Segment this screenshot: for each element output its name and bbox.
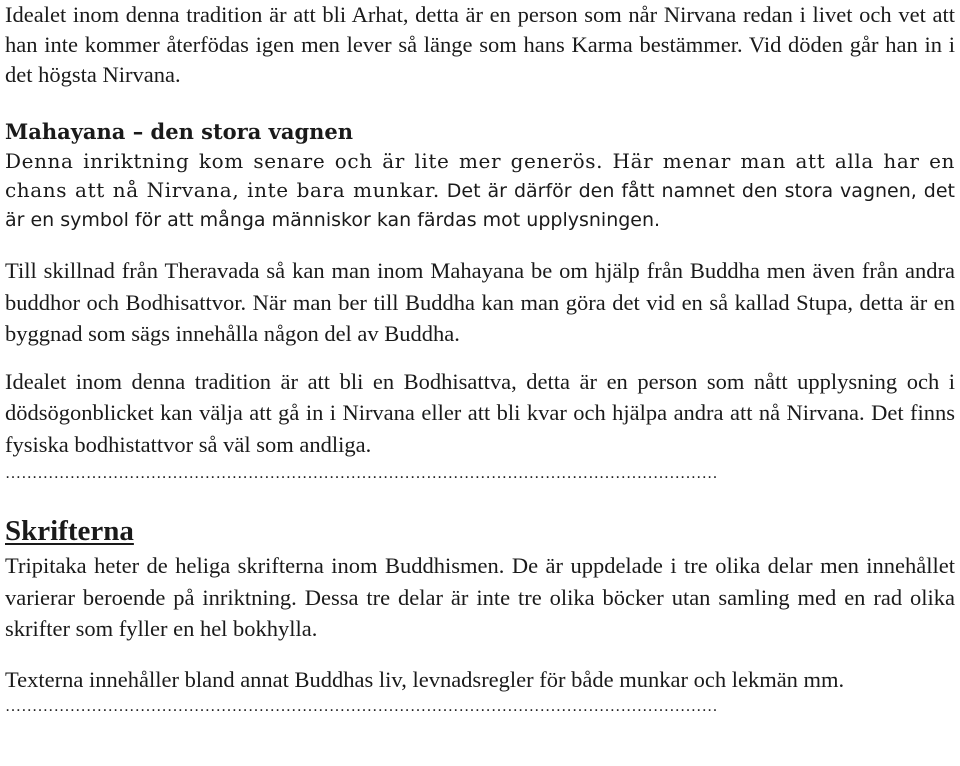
paragraph-texterna: Texterna innehåller bland annat Buddhas liv, levnadsregler för både munkar och lekmän mm. <box>5 666 845 692</box>
paragraph-mahayana-intro <box>5 147 955 235</box>
document-page <box>5 0 955 717</box>
paragraph-tripitaka: Tripitaka heter de heliga skrifterna inom Buddhismen. De är uppdelade i tre olika delar men innehållet varierar beroende på inriktning. Dessa tre delar är inte tre olika böcker utan samling med en rad olika skrifter som fyller en hel bokhylla. <box>5 553 955 641</box>
paragraph-mahayana-intro-part1: Denna inriktning kom senare och är lite mer generös. Här menar man att alla har en chans att nå Nirvana, inte bara munkar. <box>5 149 955 202</box>
heading-skrifterna: Skrifterna <box>5 515 134 547</box>
paragraph-mahayana-intro-part2: Det är därför den fått namnet den stora vagnen, det är en symbol för att många människor kan färdas mot upplysningen. <box>5 180 955 231</box>
heading-mahayana: Mahayana – den stora vagnen <box>5 119 354 144</box>
divider-dots: …………………………………………………………………………………………………………………… <box>5 465 718 482</box>
paragraph-bodhisattva: Idealet inom denna tradition är att bli en Bodhisattva, detta är en person som nått upplysning och i dödsögonblicket kan välja att gå in i Nirvana eller att bli kvar och hjälpa andra att nå Nirvana. Det finns fysiska bodhistattvor så väl som andliga. <box>5 368 955 457</box>
paragraph-theravada-difference: Till skillnad från Theravada så kan man inom Mahayana be om hjälp från Buddha men även från andra buddhor och Bodhisattvor. När man ber till Buddha kan man göra det vid en så kallad Stupa, detta är en byggnad som sägs innehålla någon del av Buddha. <box>5 258 955 346</box>
paragraph-arhat: Idealet inom denna tradition är att bli Arhat, detta är en person som når Nirvana redan i livet och vet att han inte kommer återfödas igen men lever så länge som hans Karma bestämmer. Vid döden går han in i det högsta Nirvana. <box>5 2 955 87</box>
divider-dots-bottom: …………………………………………………………………………………………………………………… <box>5 698 718 715</box>
